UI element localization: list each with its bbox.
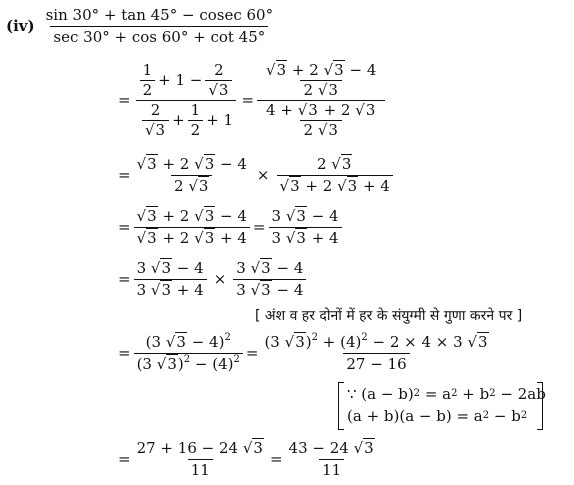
step4-fraction-b: $\frac{3 √3 - 4}{3 √3 - 4}$ — [233, 260, 306, 299]
step6-fraction-b: $\frac{43 - 24 √3}{11}$ — [288, 438, 374, 479]
identity-line-1: ∵ (a − b) 2 = a 2 + b 2 − 2ab — [347, 385, 546, 403]
identity-box — [338, 382, 546, 430]
times-sign: × — [256, 166, 270, 184]
step-3 — [118, 204, 345, 250]
equals-sign: = — [245, 344, 259, 362]
hindi-note: [ अंश व हर दोनों में हर के संयुग्मी से गुणा करने पर ] — [255, 307, 523, 324]
equals-sign: = — [118, 450, 131, 468]
left-bracket — [338, 382, 344, 430]
equals-sign: = — [252, 218, 266, 236]
equals-sign: = — [118, 218, 131, 236]
main-fraction — [43, 7, 276, 46]
times-sign: × — [213, 270, 227, 288]
step-2 — [118, 152, 396, 198]
equals-sign: = — [118, 166, 131, 184]
step1-right-fraction: $\frac{\frac{√3 + 2 √3 - 4}{2 √3}}{\frac{4 + √3 + 2 √3}{2 √3}}$ — [257, 63, 385, 138]
step-4 — [118, 256, 309, 302]
step-6 — [118, 436, 381, 482]
step5-fraction-a: $\frac{(3 √3 - 4)^2}{(3 √3)^2 - (4)^2}$ — [134, 334, 243, 373]
part-label: (iv) — [6, 17, 35, 35]
identity-line-2: (a + b)(a − b) = a 2 − b 2 — [347, 407, 528, 425]
equals-sign: = — [118, 344, 131, 362]
step6-fraction-a: $\frac{27 + 16 - 24 √3}{11}$ — [136, 438, 263, 479]
line-iv-expression — [6, 4, 279, 48]
step2-fraction-b: $\frac{2 √3}{√3 + 2 √3 + 4}$ — [277, 156, 393, 195]
step3-fraction-b: $\frac{3 √3 - 4}{3 √3 + 4}$ — [269, 208, 342, 247]
equals-sign: = — [118, 270, 131, 288]
sqrt: √3 — [144, 120, 166, 139]
equals-sign: = — [269, 450, 283, 468]
step4-fraction-a: $\frac{3 √3 - 4}{3 √3 + 4}$ — [134, 260, 207, 299]
sqrt: √3 — [208, 80, 229, 99]
equals-sign: = — [241, 91, 255, 109]
equals-sign: = — [118, 91, 131, 109]
main-denominator: sec 30° + cos 60° + cot 45° — [50, 26, 268, 46]
step3-fraction-a: $\frac{√3 + 2 √3 - 4}{√3 + 2 √3 + 4}$ — [134, 208, 250, 247]
step-5 — [118, 328, 495, 378]
step5-fraction-b: $\frac{(3 √3)^2 + (4)^2 - 2 \times 4 \times 3 √3}{27 - 16}$ — [264, 331, 488, 373]
step2-fraction-a: $\frac{√3 + 2 √3 - 4}{2 √3}$ — [136, 154, 247, 195]
main-numerator: sin 30° + tan 45° − cosec 60° — [45, 5, 274, 24]
step1-left-fraction: $\frac{1}{2}$ + 1 − $\frac{2}{√3}$ $\frac{2}{√3}$ + $\frac{1}{2}$ + 1 — [134, 63, 239, 138]
step-1 — [118, 48, 388, 152]
